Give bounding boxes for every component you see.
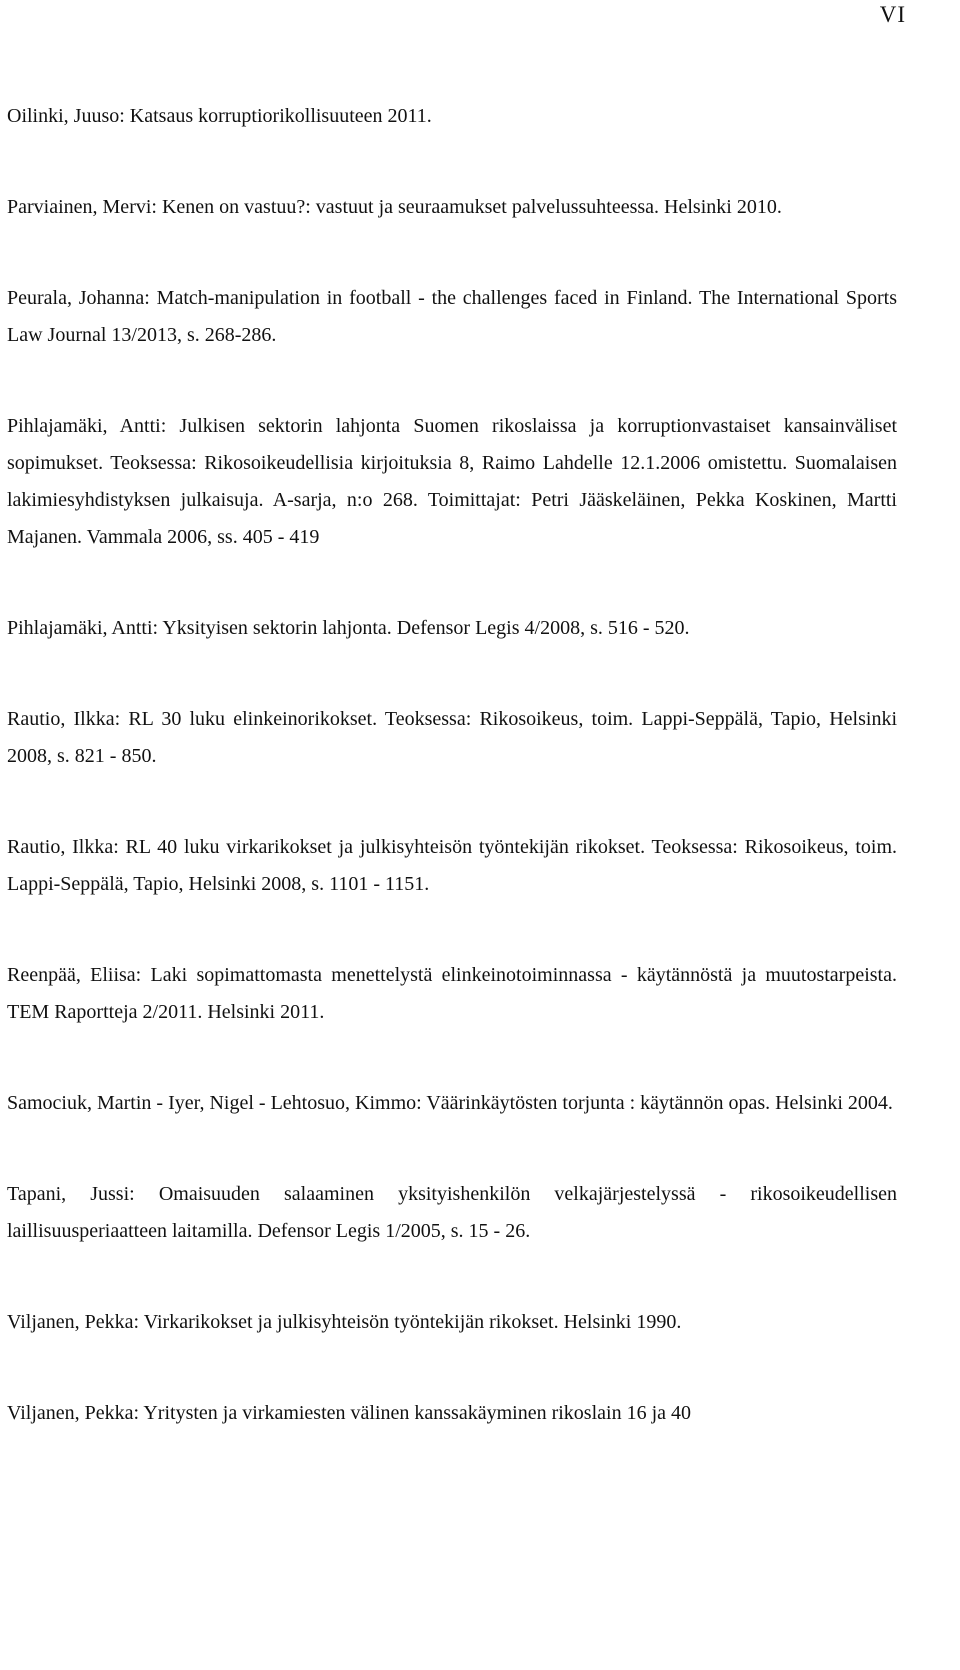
bibliography-entry: Pihlajamäki, Antti: Julkisen sektorin lahjonta Suomen rikoslaissa ja korruptionvastaiset kansainväliset sopimukset. Teoksessa: Rikosoikeudellisia kirjoituksia 8, Raimo Lahdelle 12.1.2006 omistettu. Suomalaisen lakimiesyhdistyksen julkaisuja. A-sarja, n:o 268. Toimittajat: Petri Jääskeläinen, Pekka Koskinen, Martti Majanen. Vammala 2006, ss. 405 - 419 — [7, 415, 897, 548]
bibliography-entry: Rautio, Ilkka: RL 40 luku virkarikokset ja julkisyhteisön työntekijän rikokset. Teoksessa: Rikosoikeus, toim. Lappi-Seppälä, Tapio, Helsinki 2008, s. 1101 - 1151. — [7, 836, 897, 895]
bibliography-entry: Oilinki, Juuso: Katsaus korruptiorikollisuuteen 2011. — [7, 105, 432, 127]
bibliography-entry: Viljanen, Pekka: Virkarikokset ja julkisyhteisön työntekijän rikokset. Helsinki 1990. — [7, 1311, 682, 1333]
bibliography-entry: Pihlajamäki, Antti: Yksityisen sektorin lahjonta. Defensor Legis 4/2008, s. 516 - 520. — [7, 617, 690, 639]
bibliography-entry: Reenpää, Eliisa: Laki sopimattomasta menettelystä elinkeinotoiminnassa - käytännöstä ja muutostarpeista. TEM Raportteja 2/2011. Helsinki 2011. — [7, 964, 897, 1023]
bibliography-entry: Viljanen, Pekka: Yritysten ja virkamiesten välinen kanssakäyminen rikoslain 16 ja 40 — [7, 1402, 692, 1424]
bibliography-entry: Peurala, Johanna: Match-manipulation in football - the challenges faced in Finland. The International Sports Law Journal 13/2013, s. 268-286. — [7, 287, 897, 346]
bibliography-entry: Rautio, Ilkka: RL 30 luku elinkeinorikokset. Teoksessa: Rikosoikeus, toim. Lappi-Seppälä, Tapio, Helsinki 2008, s. 821 - 850. — [7, 708, 897, 767]
page-number: VI — [879, 2, 906, 27]
bibliography-entry: Samociuk, Martin - Iyer, Nigel - Lehtosuo, Kimmo: Väärinkäytösten torjunta : käytännön opas. Helsinki 2004. — [7, 1092, 893, 1114]
bibliography-list — [7, 98, 897, 1432]
bibliography-entry: Tapani, Jussi: Omaisuuden salaaminen yksityishenkilön velkajärjestelyssä - rikosoikeudellisen laillisuusperiaatteen laitamilla. Defensor Legis 1/2005, s. 15 - 26. — [7, 1183, 897, 1242]
bibliography-entry: Parviainen, Mervi: Kenen on vastuu?: vastuut ja seuraamukset palvelussuhteessa. Helsinki 2010. — [7, 196, 782, 218]
